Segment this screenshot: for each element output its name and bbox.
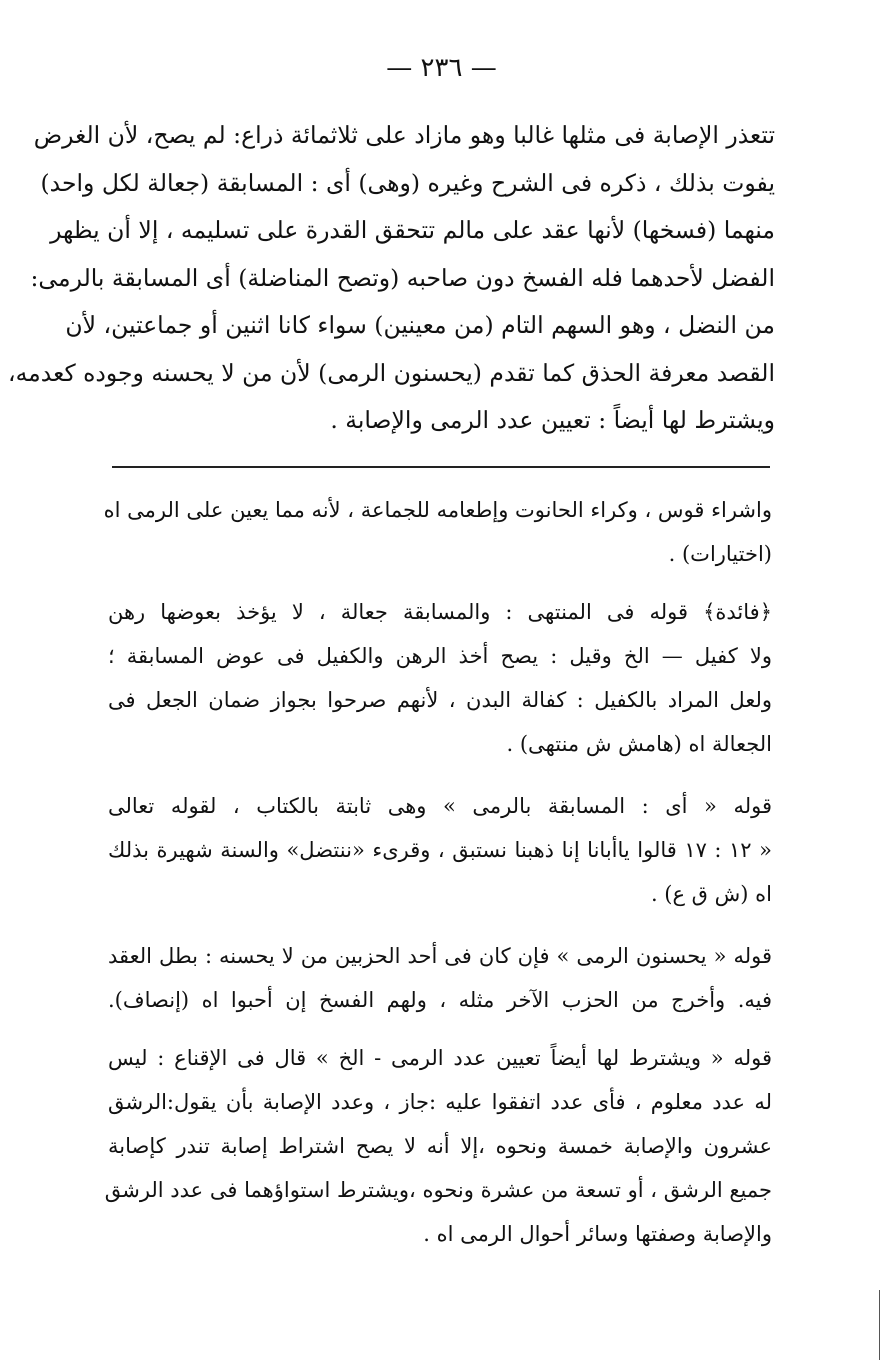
main-text-line: القصد معرفة الحذق كما تقدم (يحسنون الرمى) لأن من لا يحسنه وجوده كعدمه، [8, 358, 775, 387]
footnote-line: اه (ش ق ع) . [650, 882, 772, 906]
footnote-line: جميع الرشق ، أو تسعة من عشرة ونحوه ،ويشترط استواؤهما فى عدد الرشق [104, 1178, 772, 1202]
main-text-line: من النضل ، وهو السهم التام (من معينين) سواء كانا اثنين أو جماعتين، لأن [65, 311, 775, 339]
main-text-line: ويشترط لها أيضاً : تعيين عدد الرمى والإصابة . [330, 406, 775, 434]
footnote-line: واشراء قوس ، وكراء الحانوت وإطعامه للجماعة ، لأنه مما يعين على الرمى اه [103, 498, 772, 522]
footnote-line: ولعل المراد بالكفيل : كفالة البدن ، لأنهم صرحوا بجواز ضمان الجعل فى [108, 688, 772, 712]
footnote-line: « ١٢ : ١٧ قالوا ياأبانا إنا ذهبنا نستبق ، وقرىء «ننتضل» والسنة شهيرة بذلك [108, 838, 772, 862]
page-number: — ٢٣٦ — [386, 53, 497, 83]
footnote-continuation [103, 488, 772, 576]
footnote-line: قوله « ويشترط لها أيضاً تعيين عدد الرمى - الخ » قال فى الإقناع : ليس [108, 1046, 772, 1070]
main-text-line: يفوت بذلك ، ذكره فى الشرح وغيره (وهى) أى : المسابقة (جعالة لكل واحد) [40, 168, 775, 197]
footnote-line: ولا كفيل — الخ وقيل : يصح أخذ الرهن والكفيل فى عوض المسابقة ؛ [108, 644, 772, 668]
footnote-archery-competition [108, 784, 772, 916]
footnote-line: قوله « أى : المسابقة بالرمى » وهى ثابتة بالكتاب ، لقوله تعالى [108, 794, 772, 818]
footnote-line: الجعالة اه (هامش ش منتهى) . [506, 732, 772, 756]
footnote-shot-count [104, 1036, 772, 1256]
footnote-line: عشرون والإصابة خمسة ونحوه ،إلا أنه لا يصح اشتراط إصابة تندر كإصابة [108, 1134, 772, 1158]
page-edge-line [879, 1290, 880, 1360]
footnote-line: قوله « يحسنون الرمى » فإن كان فى أحد الحزبين من لا يحسنه : بطل العقد [108, 944, 772, 968]
footnote-benefit [108, 590, 772, 766]
footnote-separator-rule [112, 466, 770, 468]
main-text-line: الفضل لأحدهما فله الفسخ دون صاحبه (وتصح المناضلة) أى المسابقة بالرمى: [30, 263, 775, 292]
footnote-line: ﴿فائدة﴾ قوله فى المنتهى : والمسابقة جعالة ، لا يؤخذ بعوضها رهن [108, 600, 772, 624]
main-text-line: تتعذر الإصابة فى مثلها غالبا وهو مازاد على ثلاثمائة ذراع: لم يصح، لأن الغرض [33, 121, 775, 149]
footnote-line: فيه. وأخرج من الحزب الآخر مثله ، ولهم الفسخ إن أحبوا اه (إنصاف). [108, 988, 772, 1012]
footnote-line: له عدد معلوم ، فأى عدد اتفقوا عليه :جاز ، وعدد الإصابة بأن يقول:الرشق [108, 1090, 772, 1114]
footnote-skilled-archers [108, 934, 772, 1022]
main-text-line: منهما (فسخها) لأنها عقد على مالم تتحقق القدرة على تسليمه ، إلا أن يظهر [50, 216, 775, 244]
footnote-line: والإصابة وصفتها وسائر أحوال الرمى اه . [423, 1222, 772, 1246]
footnote-line: (اختيارات) . [668, 542, 772, 566]
main-text-block [8, 112, 775, 445]
